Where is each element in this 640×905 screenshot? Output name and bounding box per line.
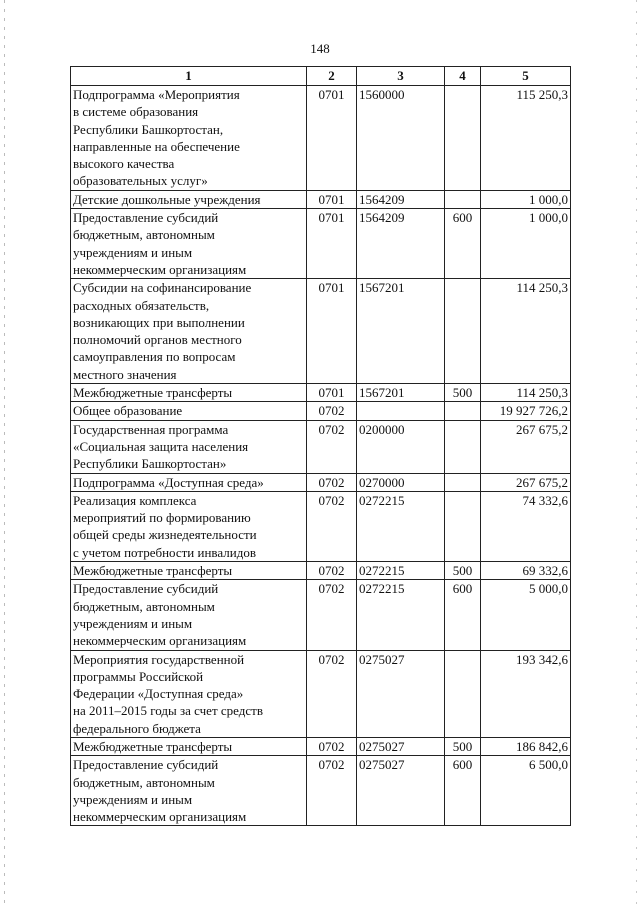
table-row: [71, 737, 571, 755]
section-code-cell: 0702: [307, 756, 357, 826]
budget-table: [70, 66, 571, 826]
expense-type-cell: [445, 491, 481, 561]
table-row: [71, 473, 571, 491]
section-code-cell: 0702: [307, 402, 357, 420]
amount-cell: 19 927 726,2: [481, 402, 571, 420]
expense-type-cell: 500: [445, 384, 481, 402]
target-article-cell: 1567201: [357, 384, 445, 402]
section-code-cell: 0701: [307, 209, 357, 279]
amount-cell: 114 250,3: [481, 384, 571, 402]
header-col-2: 2: [307, 67, 357, 86]
section-code-cell: 0702: [307, 562, 357, 580]
target-article-cell: 0270000: [357, 473, 445, 491]
target-article-cell: 1567201: [357, 279, 445, 384]
row-name-cell: Подпрограмма «Мероприятия в системе образования Республики Башкортостан, направленные на обеспечение высокого качества образовательных услуг»: [71, 86, 307, 191]
expense-type-cell: [445, 650, 481, 737]
amount-cell: 267 675,2: [481, 420, 571, 473]
expense-type-cell: [445, 190, 481, 208]
scan-edge-left: [4, 0, 5, 905]
amount-cell: 1 000,0: [481, 190, 571, 208]
amount-cell: 193 342,6: [481, 650, 571, 737]
amount-cell: 267 675,2: [481, 473, 571, 491]
amount-cell: 6 500,0: [481, 756, 571, 826]
table-row: [71, 650, 571, 737]
amount-cell: 114 250,3: [481, 279, 571, 384]
table-row: [71, 756, 571, 826]
row-name-cell: Межбюджетные трансферты: [71, 384, 307, 402]
section-code-cell: 0702: [307, 473, 357, 491]
table-row: [71, 279, 571, 384]
table-body: [71, 86, 571, 826]
table-row: [71, 384, 571, 402]
row-name-cell: Межбюджетные трансферты: [71, 737, 307, 755]
table-row: [71, 562, 571, 580]
target-article-cell: 1564209: [357, 190, 445, 208]
row-name-cell: Межбюджетные трансферты: [71, 562, 307, 580]
section-code-cell: 0702: [307, 737, 357, 755]
section-code-cell: 0701: [307, 86, 357, 191]
expense-type-cell: [445, 473, 481, 491]
row-name-cell: Мероприятия государственной программы Российской Федерации «Доступная среда» на 2011–2015 годы за счет средств федерального бюджета: [71, 650, 307, 737]
amount-cell: 5 000,0: [481, 580, 571, 650]
expense-type-cell: 600: [445, 209, 481, 279]
target-article-cell: 0275027: [357, 756, 445, 826]
table-header-row: [71, 67, 571, 86]
row-name-cell: Предоставление субсидий бюджетным, автономным учреждениям и иным некоммерческим организациям: [71, 756, 307, 826]
amount-cell: 74 332,6: [481, 491, 571, 561]
expense-type-cell: [445, 86, 481, 191]
table-row: [71, 86, 571, 191]
section-code-cell: 0701: [307, 384, 357, 402]
page-number: 148: [310, 41, 330, 56]
target-article-cell: 0275027: [357, 737, 445, 755]
header-col-3: 3: [357, 67, 445, 86]
target-article-cell: 1564209: [357, 209, 445, 279]
header-col-1: 1: [71, 67, 307, 86]
row-name-cell: Подпрограмма «Доступная среда»: [71, 473, 307, 491]
header-col-5: 5: [481, 67, 571, 86]
amount-cell: 69 332,6: [481, 562, 571, 580]
table-row: [71, 420, 571, 473]
section-code-cell: 0702: [307, 491, 357, 561]
section-code-cell: 0701: [307, 190, 357, 208]
section-code-cell: 0701: [307, 279, 357, 384]
table-row: [71, 402, 571, 420]
target-article-cell: 1560000: [357, 86, 445, 191]
target-article-cell: [357, 402, 445, 420]
amount-cell: 1 000,0: [481, 209, 571, 279]
table-row: [71, 190, 571, 208]
expense-type-cell: 600: [445, 756, 481, 826]
table-row: [71, 491, 571, 561]
row-name-cell: Предоставление субсидий бюджетным, автономным учреждениям и иным некоммерческим организациям: [71, 580, 307, 650]
row-name-cell: Субсидии на софинансирование расходных обязательств, возникающих при выполнении полномочий органов местного самоуправления по вопросам местного значения: [71, 279, 307, 384]
amount-cell: 115 250,3: [481, 86, 571, 191]
section-code-cell: 0702: [307, 650, 357, 737]
expense-type-cell: [445, 420, 481, 473]
expense-type-cell: 500: [445, 562, 481, 580]
expense-type-cell: [445, 279, 481, 384]
target-article-cell: 0272215: [357, 491, 445, 561]
target-article-cell: 0275027: [357, 650, 445, 737]
expense-type-cell: 600: [445, 580, 481, 650]
target-article-cell: 0272215: [357, 580, 445, 650]
section-code-cell: 0702: [307, 420, 357, 473]
target-article-cell: 0200000: [357, 420, 445, 473]
expense-type-cell: 500: [445, 737, 481, 755]
row-name-cell: Детские дошкольные учреждения: [71, 190, 307, 208]
header-col-4: 4: [445, 67, 481, 86]
row-name-cell: Общее образование: [71, 402, 307, 420]
scan-edge-right: [636, 0, 637, 905]
table-row: [71, 209, 571, 279]
table-row: [71, 580, 571, 650]
section-code-cell: 0702: [307, 580, 357, 650]
expense-type-cell: [445, 402, 481, 420]
row-name-cell: Реализация комплекса мероприятий по формированию общей среды жизнедеятельности с учетом потребности инвалидов: [71, 491, 307, 561]
row-name-cell: Государственная программа «Социальная защита населения Республики Башкортостан»: [71, 420, 307, 473]
target-article-cell: 0272215: [357, 562, 445, 580]
amount-cell: 186 842,6: [481, 737, 571, 755]
row-name-cell: Предоставление субсидий бюджетным, автономным учреждениям и иным некоммерческим организациям: [71, 209, 307, 279]
